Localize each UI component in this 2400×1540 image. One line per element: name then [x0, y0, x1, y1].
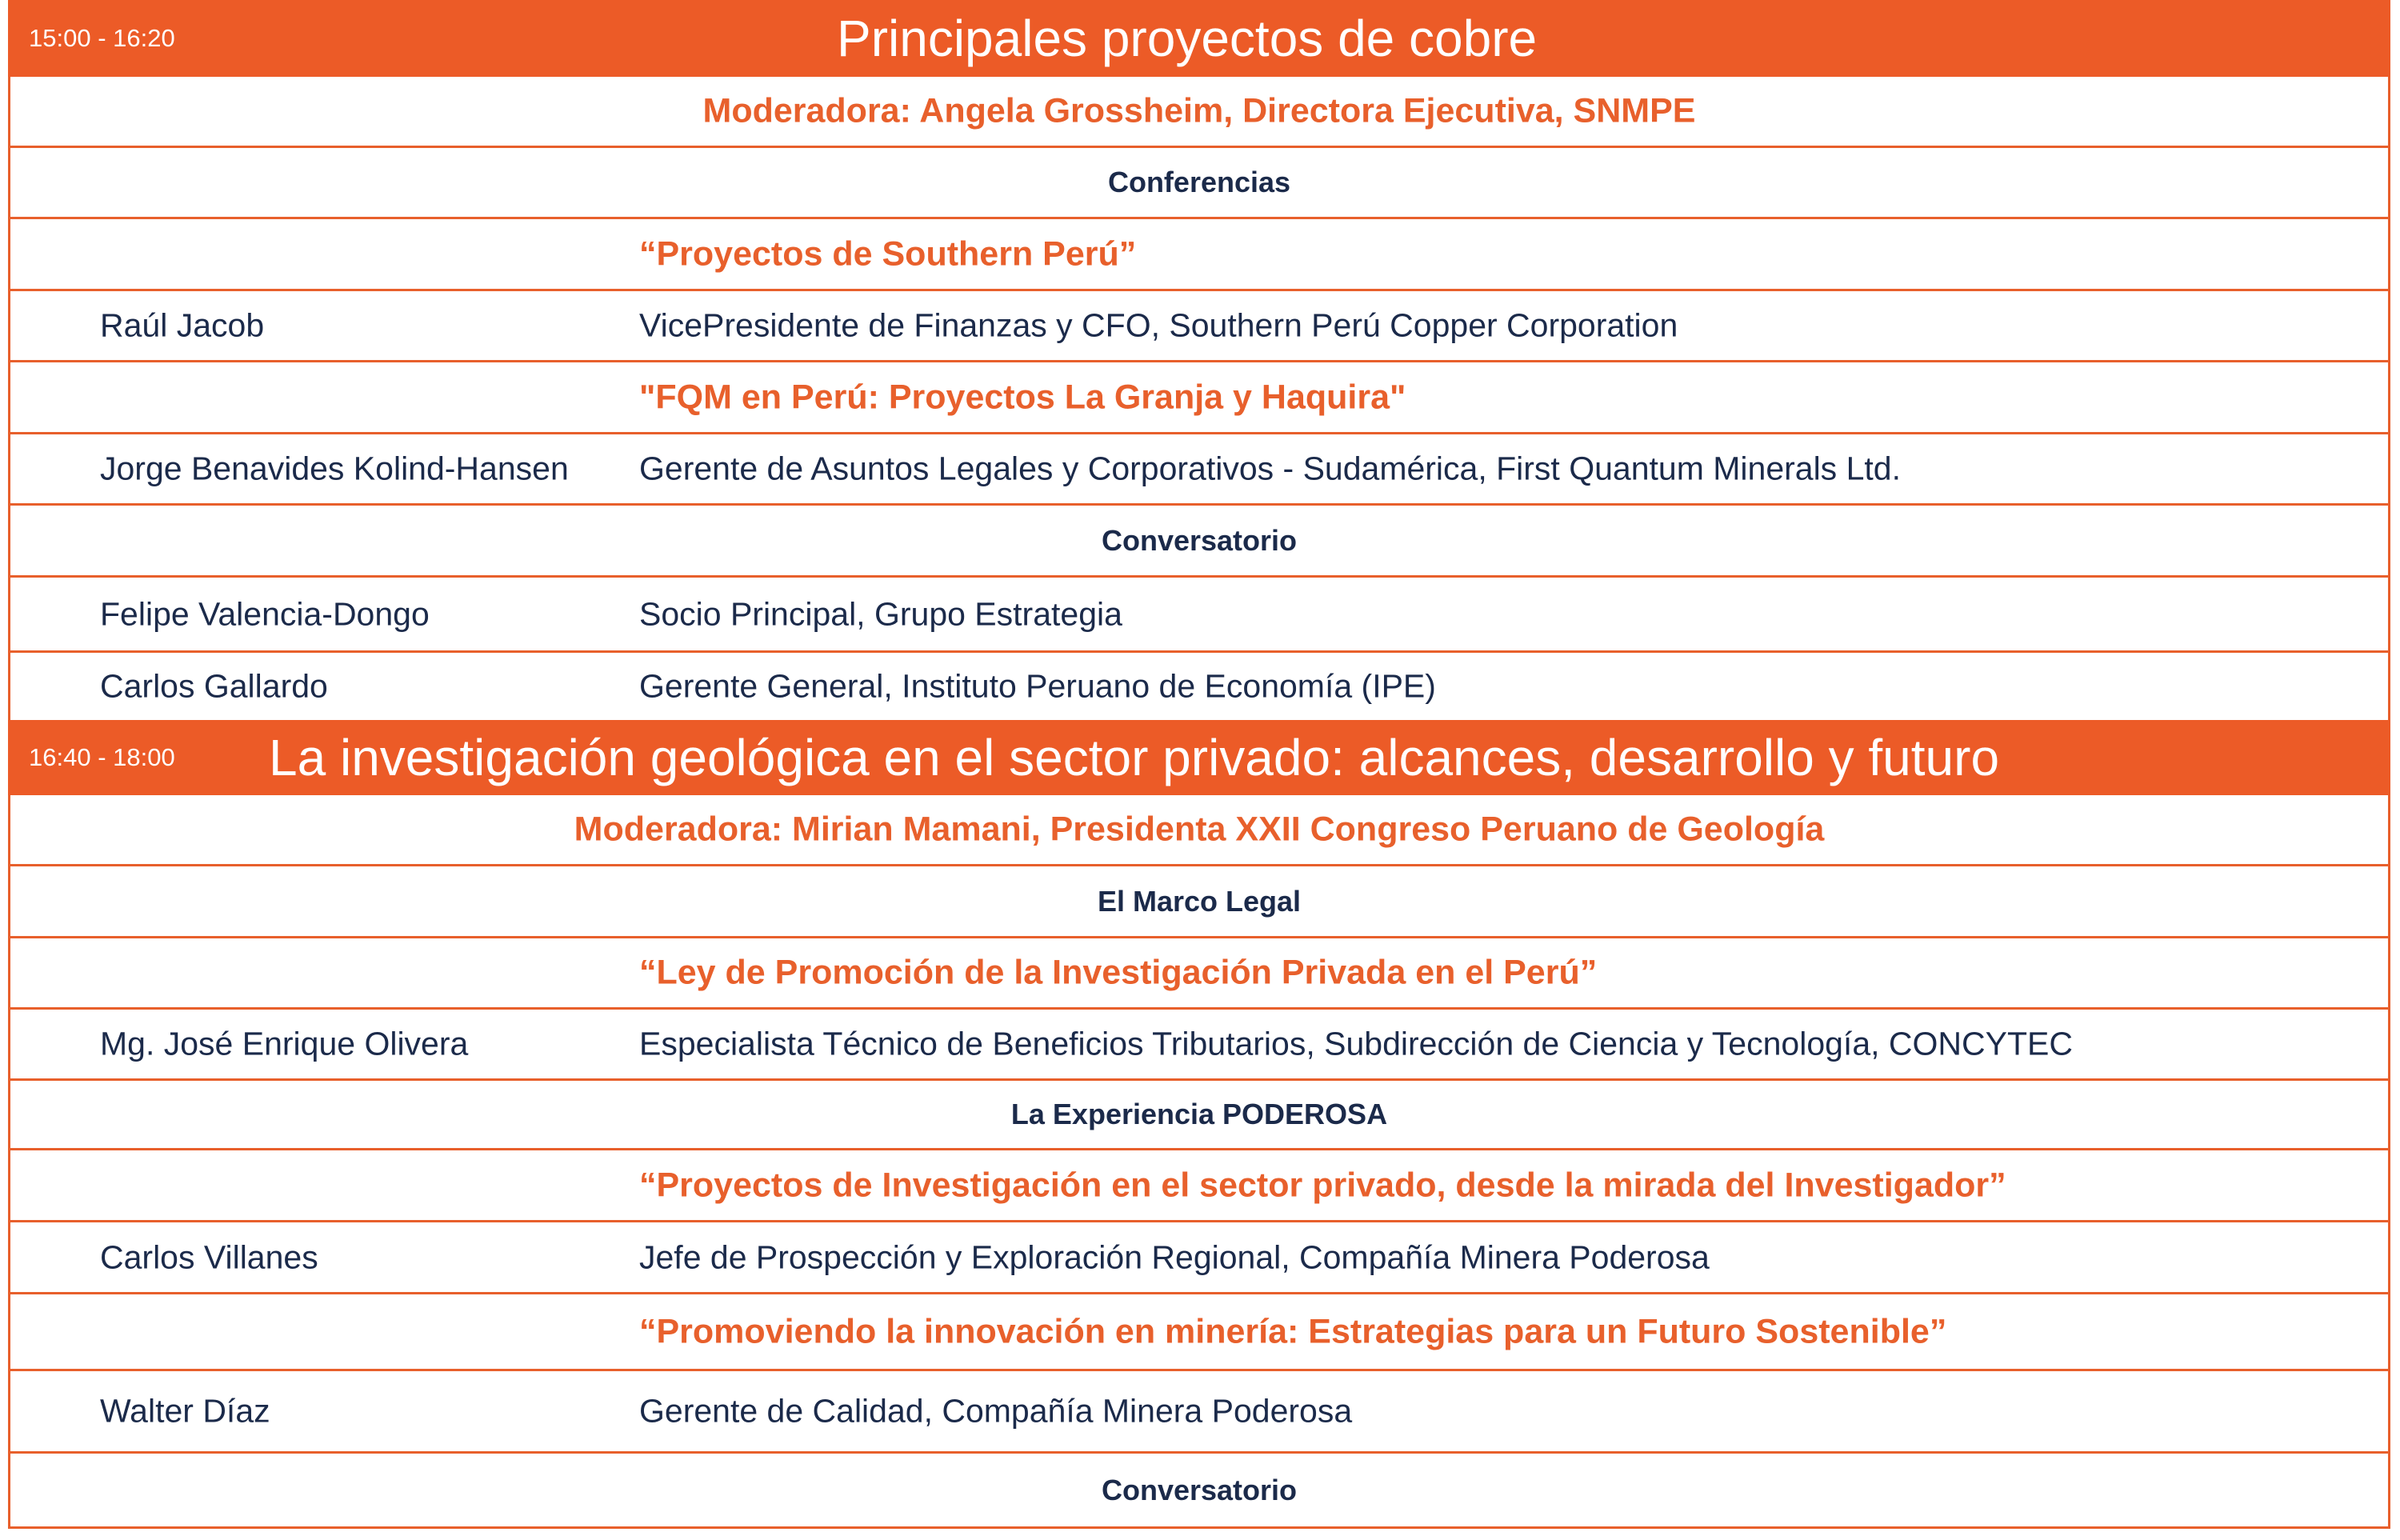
session1-talk2-speaker-row	[8, 434, 2390, 506]
session2-talk3-title: “Promoviendo la innovación en minería: Estrategias para un Futuro Sostenible”	[639, 1312, 1947, 1350]
session2-talk3-role: Gerente de Calidad, Compañía Minera Poderosa	[639, 1392, 1353, 1430]
session2-talk1-title: “Ley de Promoción de la Investigación Privada en el Perú”	[639, 953, 1598, 992]
session1-panel-label: Conversatorio	[1101, 523, 1298, 557]
session2-moderator-row	[8, 795, 2390, 866]
session2-title: La investigación geológica en el sector privado: alcances, desarrollo y futuro	[269, 729, 2000, 786]
session2-panel-label: Conversatorio	[1101, 1473, 1298, 1506]
session2-time: 16:40 - 18:00	[29, 743, 175, 771]
session2-talk3-name: Walter Díaz	[100, 1392, 270, 1430]
session2-talk1-speaker-row	[8, 1010, 2390, 1081]
session1-talk2-title: "FQM en Perú: Proyectos La Granja y Haquira"	[639, 378, 1406, 416]
session2-talk2-title-row	[8, 1150, 2390, 1222]
session1-panel2-row	[8, 653, 2390, 720]
session1-panel1-name: Felipe Valencia-Dongo	[100, 595, 430, 632]
session1-panel-row	[8, 506, 2390, 578]
session1-talk1-speaker-row	[8, 291, 2390, 362]
session1-panel1-role: Socio Principal, Grupo Estrategia	[639, 595, 1122, 632]
session2-talk1-role: Especialista Técnico de Beneficios Tributarios, Subdirección de Ciencia y Tecnología, CONCYTEC	[639, 1025, 2073, 1062]
session1-title: Principales proyectos de cobre	[837, 10, 1538, 67]
session2-talk1-name: Mg. José Enrique Olivera	[100, 1025, 469, 1062]
session2-experience-row	[8, 1081, 2390, 1150]
session2-talk1-title-row	[8, 938, 2390, 1010]
session2-legal-row	[8, 866, 2390, 938]
session1-conferences-label: Conferencias	[1107, 166, 1291, 198]
session2-experience-label: La Experiencia PODEROSA	[1010, 1098, 1388, 1130]
session1-conferences-row	[8, 148, 2390, 219]
session1-talk1-role: VicePresidente de Finanzas y CFO, Southern Perú Copper Corporation	[639, 306, 1678, 344]
session1-time: 15:00 - 16:20	[29, 24, 175, 52]
session1-talk1-name: Raúl Jacob	[100, 306, 265, 344]
session1-talk2-name: Jorge Benavides Kolind-Hansen	[100, 450, 569, 487]
session2-legal-label: El Marco Legal	[1097, 884, 1302, 918]
session2-moderator: Moderadora: Mirian Mamani, Presidenta XXII Congreso Peruano de Geología	[574, 810, 1825, 849]
session1-panel2-role: Gerente General, Instituto Peruano de Economía (IPE)	[639, 667, 1436, 705]
session2-talk2-title: “Proyectos de Investigación en el sector privado, desde la mirada del Investigador”	[639, 1166, 2006, 1204]
session1-moderator: Moderadora: Angela Grossheim, Directora Ejecutiva, SNMPE	[702, 91, 1696, 130]
session1-talk1-title: “Proyectos de Southern Perú”	[639, 234, 1137, 273]
session2-talk3-title-row	[8, 1294, 2390, 1371]
session2-talk2-role: Jefe de Prospección y Exploración Regional, Compañía Minera Poderosa	[639, 1238, 1710, 1275]
session1-talk2-title-row	[8, 362, 2390, 434]
session1-header	[8, 0, 2390, 77]
session1-panel2-name: Carlos Gallardo	[100, 667, 328, 705]
session1-talk1-title-row	[8, 219, 2390, 291]
session1-moderator-row	[8, 77, 2390, 148]
session2-talk3-speaker-row	[8, 1371, 2390, 1454]
session2-talk2-speaker-row	[8, 1222, 2390, 1294]
session2-header	[8, 720, 2390, 795]
session1-panel1-row	[8, 578, 2390, 653]
session2-talk2-name: Carlos Villanes	[100, 1238, 318, 1275]
session1-talk2-role: Gerente de Asuntos Legales y Corporativos - Sudamérica, First Quantum Minerals Ltd.	[639, 450, 1901, 487]
session2-panel-row	[8, 1454, 2390, 1529]
